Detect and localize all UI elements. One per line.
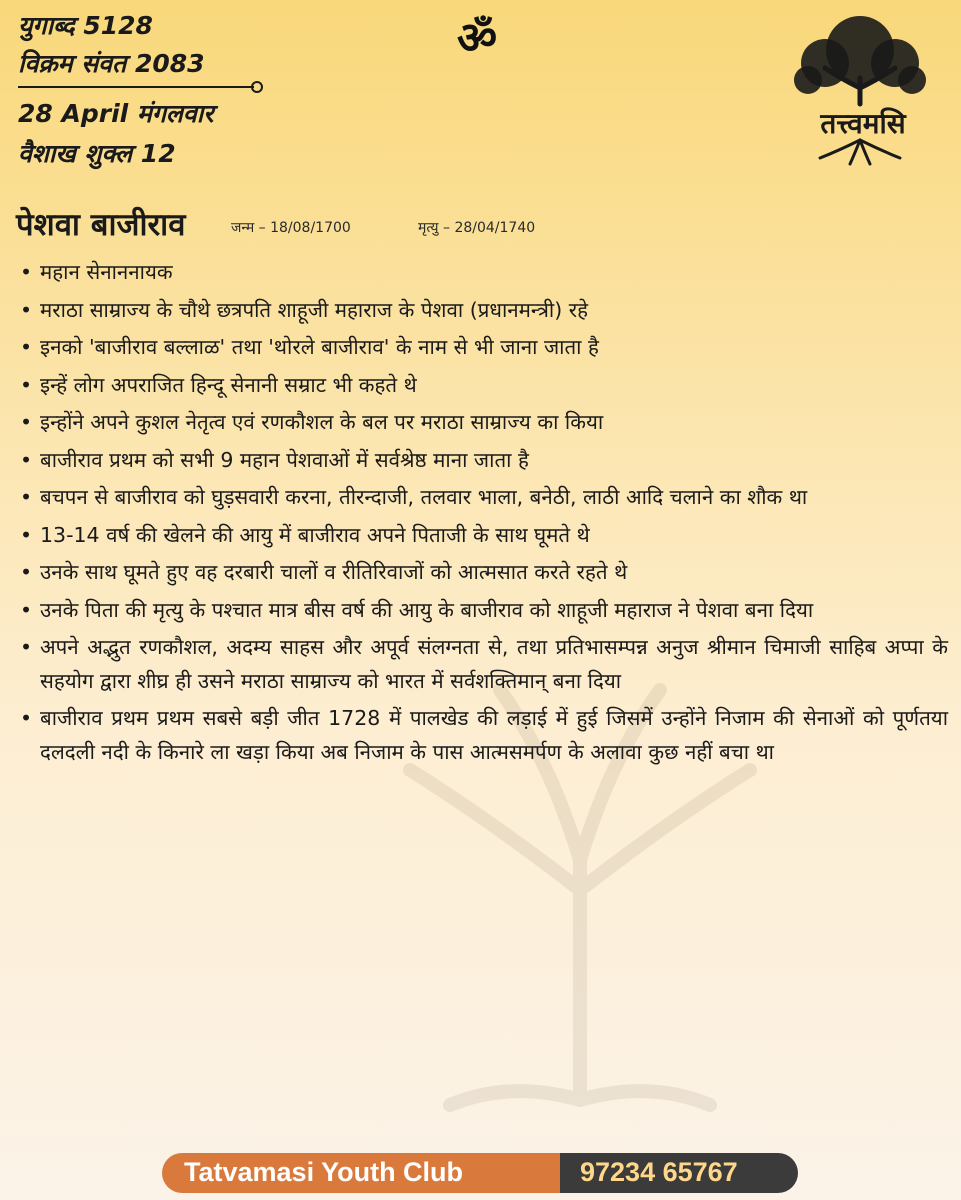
list-item-text: बाजीराव प्रथम प्रथम सबसे बड़ी जीत 1728 में पालखेड की लड़ाई में हुई जिसमें उन्होंने निजाम की सेनाओं को पूर्णतया दलदली नदी के किनारे ला खड़ा किया अब निजाम के पास आत्मसमर्पण के अलावा कुछ नहीं बचा था <box>40 706 948 764</box>
tree-icon <box>770 8 950 168</box>
bullet: • <box>20 522 33 547</box>
list-item-text: अपने अद्भुत रणकौशल, अदम्य साहस और अपूर्व संलग्नता से, तथा प्रतिभासम्पन्न अनुज श्रीमान चिमाजी साहिब अप्पा के सहयोग द्वारा शीघ्र ही उसने मराठा साम्राज्य को भारत में सर्वशक्तिमान् बना दिया <box>40 635 948 693</box>
page-title: पेशवा बाजीराव <box>16 207 186 243</box>
list-item-text: इनको 'बाजीराव बल्लाळ' तथा 'थोरले बाजीराव' के नाम से भी जाना जाता है <box>40 335 599 359</box>
list-item-text: इन्होंने अपने कुशल नेतृत्व एवं रणकौशल के बल पर मराठा साम्राज्य का किया <box>40 410 604 434</box>
vikram-samvat: विक्रम संवत 2083 <box>18 49 205 78</box>
list-item-text: उनके पिता की मृत्यु के पश्चात मात्र बीस वर्ष की आयु के बाजीराव को शाहूजी महाराज ने पेशवा बना दिया <box>40 597 814 622</box>
list-item-text: मराठा साम्राज्य के चौथे छत्रपति शाहूजी महाराज के पेशवा (प्रधानमन्त्री) रहे <box>40 297 589 322</box>
om-symbol: ॐ <box>457 13 498 64</box>
bullet: • <box>20 372 33 397</box>
list-item-text: उनके साथ घूमते हुए वह दरबारी चालों व रीतिरिवाजों को आत्मसात करते रहते थे <box>40 560 628 584</box>
list-item <box>18 444 948 478</box>
birth-date: जन्म – 18/08/1700 <box>231 220 351 236</box>
list-item <box>18 594 948 628</box>
club-name: Tatvamasi Youth Club <box>184 1157 464 1187</box>
bullet: • <box>20 335 33 359</box>
bullet: • <box>20 410 33 434</box>
footer-banner <box>162 1153 798 1193</box>
facts-list <box>18 256 948 773</box>
bullet: • <box>20 560 33 584</box>
list-item <box>18 702 948 769</box>
date: 28 April मंगलवार <box>18 99 214 128</box>
list-item-text: इन्हें लोग अपराजित हिन्दू सेनानी सम्राट भी कहते थे <box>40 372 417 397</box>
yugabd-year: युगाब्द 5128 <box>18 11 153 40</box>
list-item <box>18 481 948 515</box>
list-item-text: 13-14 वर्ष की खेलने की आयु में बाजीराव अपने पिताजी के साथ घूमते थे <box>40 522 590 547</box>
bullet: • <box>20 635 33 659</box>
bullet: • <box>20 297 33 322</box>
list-item <box>18 556 948 590</box>
list-item <box>18 294 948 328</box>
header-divider <box>18 86 254 88</box>
bullet: • <box>20 706 33 730</box>
list-item-text: बाजीराव प्रथम को सभी 9 महान पेशवाओं में सर्वश्रेष्ठ माना जाता है <box>40 447 529 472</box>
bullet: • <box>20 260 33 284</box>
list-item <box>18 631 948 698</box>
list-item <box>18 519 948 553</box>
list-item-text: महान सेनाननायक <box>40 260 173 284</box>
phone-number[interactable]: 97234 65767 <box>580 1157 738 1187</box>
divider-dot <box>251 81 263 93</box>
list-item <box>18 256 948 290</box>
bullet: • <box>20 485 33 509</box>
tithi: वैशाख शुक्ल 12 <box>18 139 176 168</box>
list-item <box>18 406 948 440</box>
bullet: • <box>20 447 33 472</box>
list-item <box>18 331 948 365</box>
bullet: • <box>20 597 33 622</box>
logo-text: तत्त्वमसि <box>820 107 906 140</box>
list-item <box>18 369 948 403</box>
death-date: मृत्यु – 28/04/1740 <box>418 220 536 236</box>
list-item-text: बचपन से बाजीराव को घुड़सवारी करना, तीरन्दाजी, तलवार भाला, बनेठी, लाठी आदि चलाने का शौक था <box>40 485 808 509</box>
